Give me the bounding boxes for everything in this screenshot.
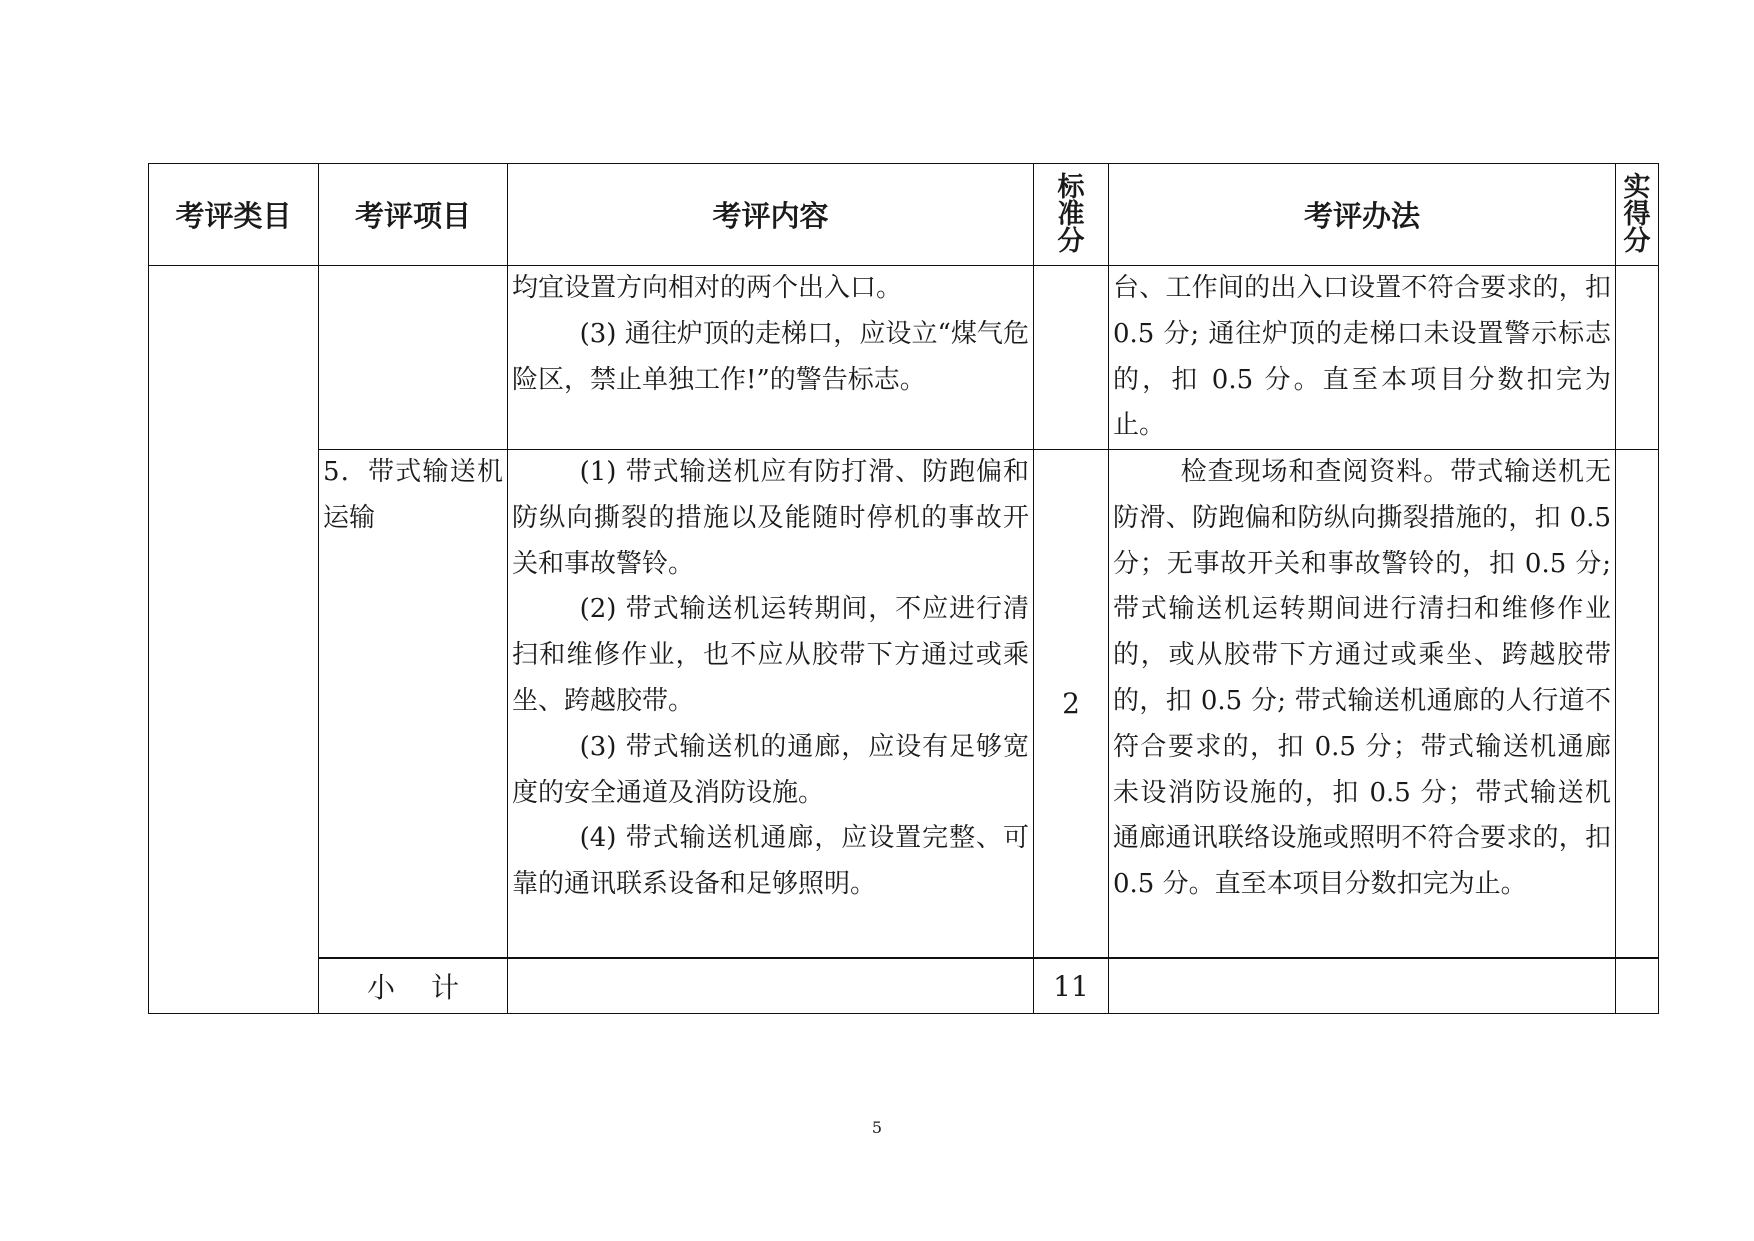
row1-item: [319, 266, 508, 450]
header-actual-score: [1616, 164, 1658, 266]
header-standard-score-text: [1058, 174, 1085, 255]
subtotal-content: [508, 958, 1034, 1013]
row2-content: [508, 450, 1034, 958]
row2-content-line: (4) 带式输送机通廊，应设置完整、可靠的通讯联系设备和足够照明。: [512, 823, 1029, 900]
row1-content-line: (3) 通往炉顶的走梯口，应设立“煤气危险区，禁止单独工作!”的警告标志。: [512, 318, 1029, 395]
header-char: 实: [1623, 172, 1651, 203]
header-actual-score-text: [1624, 174, 1651, 255]
header-char: 分: [1623, 226, 1651, 257]
row2-item: 5．带式输送机运输: [319, 450, 508, 958]
header-char: 准: [1057, 199, 1085, 230]
subtotal-score: 11: [1034, 958, 1109, 1013]
category-cell: [149, 266, 319, 1013]
row2-method-text: 检查现场和查阅资料。带式输送机无防滑、防跑偏和防纵向撕裂措施的，扣 0.5 分；无事故开关和事故警铃的，扣 0.5 分; 带式输送机运转期间进行清扫和维修作业的，或从胶带下方通过或乘坐、跨越胶带的，扣 0.5 分; 带式输送机通廊的人行道不符合要求的，扣 0.5 分；带式输送机通廊未设消防设施的，扣 0.5 分；带式输送机通廊通讯联络设施或照明不符合要求的，扣 0.5 分。直至本项目分数扣完为止。: [1113, 457, 1611, 900]
page-number: 5: [871, 1118, 883, 1137]
header-content: 考评内容: [508, 164, 1034, 266]
row2-content-line: (2) 带式输送机运转期间，不应进行清扫和维修作业，也不应从胶带下方通过或乘坐、跨越胶带。: [512, 594, 1029, 716]
header-char: 得: [1623, 199, 1651, 230]
row1-method: [1109, 266, 1616, 450]
row2-method: [1109, 450, 1616, 958]
row2-score: 2: [1034, 450, 1109, 958]
evaluation-table: [148, 163, 1659, 1014]
row2-actual: [1616, 450, 1658, 958]
subtotal-actual: [1616, 958, 1658, 1013]
header-category: 考评类目: [149, 164, 319, 266]
header-method: 考评办法: [1109, 164, 1616, 266]
row1-actual: [1616, 266, 1658, 450]
header-standard-score: [1034, 164, 1109, 266]
header-char: 分: [1057, 226, 1085, 257]
row1-score: [1034, 266, 1109, 450]
subtotal-label: 小计: [319, 958, 508, 1013]
row1-content-line: 均宜设置方向相对的两个出入口。: [512, 273, 903, 303]
header-item: 考评项目: [319, 164, 508, 266]
subtotal-method: [1109, 958, 1616, 1013]
row2-content-line: (1) 带式输送机应有防打滑、防跑偏和防纵向撕裂的措施以及能随时停机的事故开关和事故警铃。: [512, 457, 1029, 579]
row1-content: [508, 266, 1034, 450]
header-char: 标: [1057, 172, 1085, 203]
row2-content-line: (3) 带式输送机的通廊，应设有足够宽度的安全通道及消防设施。: [512, 731, 1029, 808]
row1-method-text: 台、工作间的出入口设置不符合要求的，扣 0.5 分; 通往炉顶的走梯口未设置警示标志的，扣 0.5 分。直至本项目分数扣完为止。: [1113, 273, 1611, 441]
